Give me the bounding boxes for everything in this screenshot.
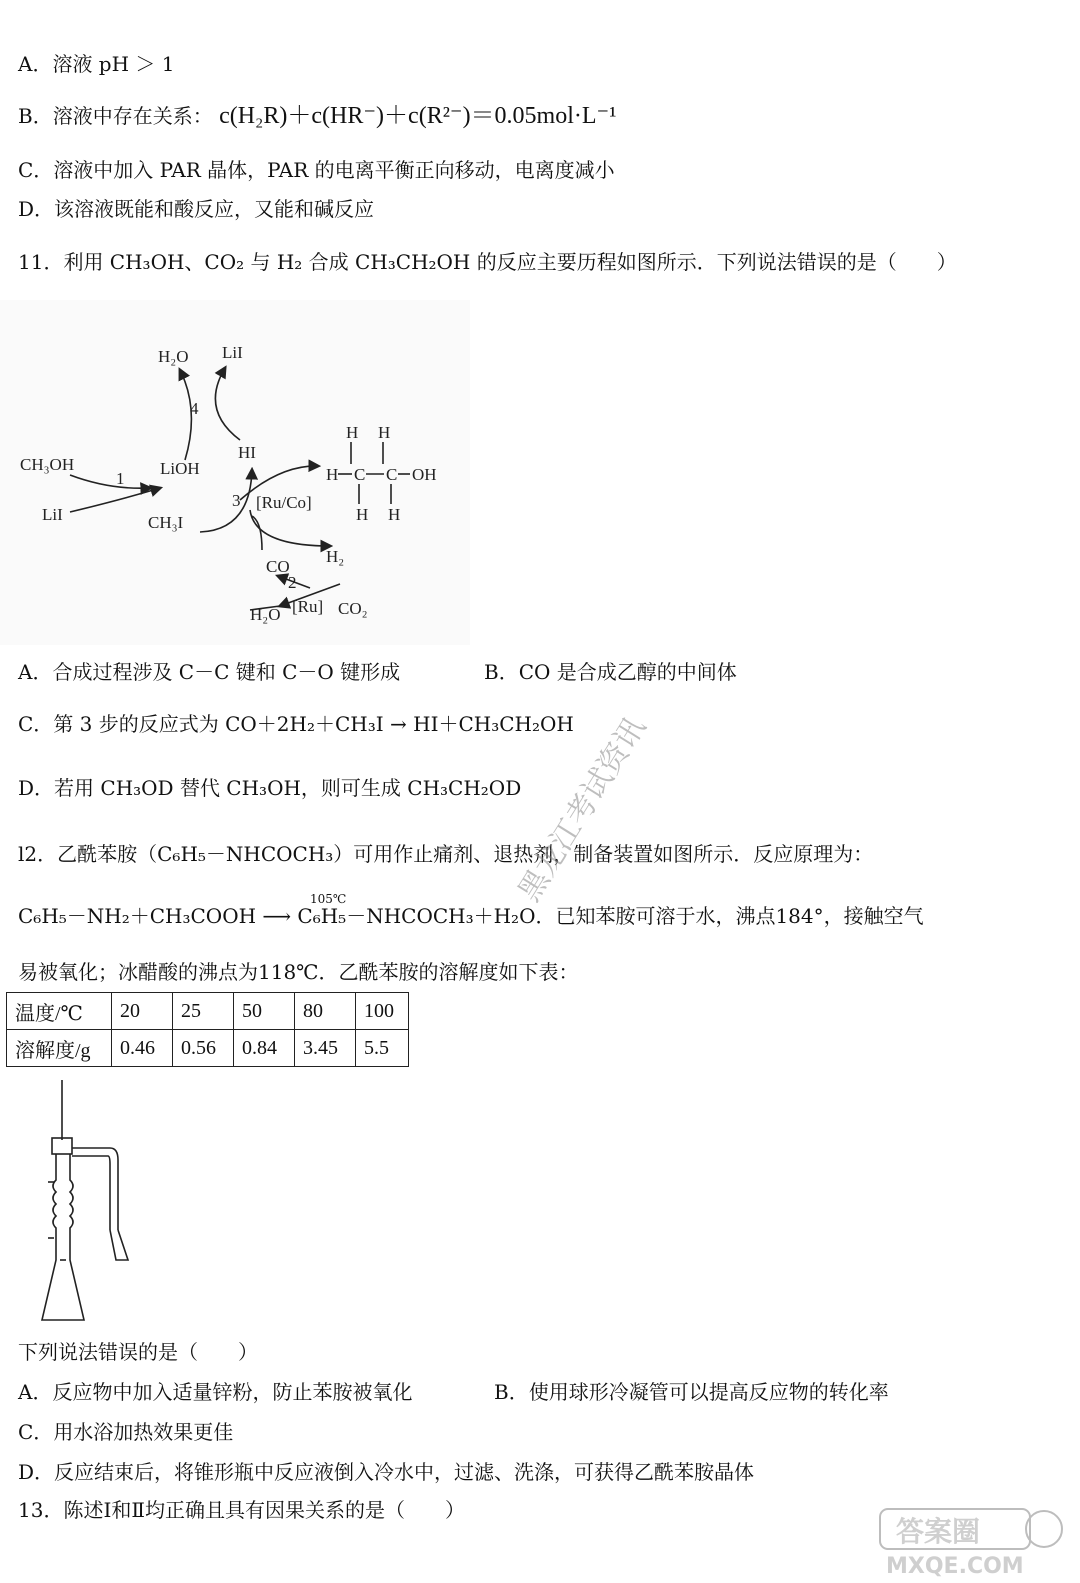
table-row [7,993,409,1030]
reaction-mechanism-diagram [0,300,470,645]
option-text: 第 3 步的反应式为 CO＋2H₂＋CH₃I → HI＋CH₃CH₂OH [53,712,574,736]
logo-en: MXQE.COM [886,1554,1024,1577]
table-cell: 100 [356,993,409,1030]
ch3i-label: CH₃I [148,513,184,532]
option-text: 反应物中加入适量锌粉，防止苯胺被氧化 [52,1380,413,1404]
apparatus-diagram [40,1080,140,1330]
table-cell: 3.45 [295,1030,356,1067]
table-row [7,1030,409,1067]
logo-cn: 答案圈 [896,1515,981,1548]
q11-option-d [18,776,521,800]
product-h-left: H [326,465,339,484]
product-h2: H [378,423,391,442]
table-cell: 20 [112,993,173,1030]
q12-option-a [18,1380,412,1404]
lii-left-label: LiI [42,505,63,524]
reaction-condition: 105℃ [310,892,347,906]
option-text: 用水浴加热效果更佳 [53,1420,234,1444]
co-label: CO [266,557,290,576]
option-letter: D． [18,1460,55,1484]
q10-option-c [18,158,615,182]
option-letter: D． [18,776,55,800]
q13-stem: 13．陈述Ⅰ和Ⅱ均正确且具有因果关系的是（ ） [18,1498,465,1522]
option-text: 使用球形冷凝管可以提高反应物的转化率 [528,1380,889,1404]
option-text: 溶液 pH ＞ 1 [52,52,175,76]
table-cell: 80 [295,993,356,1030]
lioh-label: LiOH [160,459,200,478]
reaction-equation: C₆H₅－NH₂＋CH₃COOH ⟶ C₆H₅－NHCOCH₃＋H₂O．已知苯胺可溶于水，沸点184°，接触空气 [18,904,924,928]
option-text: 若用 CH₃OD 替代 CH₃OH，则可生成 CH₃CH₂OD [54,776,522,800]
table-cell: 0.56 [173,1030,234,1067]
product-oh: OH [412,465,437,484]
q10-option-a [18,52,175,76]
table-cell: 50 [234,993,295,1030]
product-h1: H [346,423,359,442]
product-c1: C [354,465,366,484]
option-letter: A． [18,52,53,76]
step4-label: 4 [190,399,199,418]
q10-option-b [18,102,616,131]
step1-label: 1 [116,469,125,488]
q11-stem: 11．利用 CH₃OH、CO₂ 与 H₂ 合成 CH₃CH₂OH 的反应主要历程如图所示．下列说法错误的是（ ） [18,250,957,274]
option-letter: B． [494,1380,529,1404]
option-letter: A． [18,660,53,684]
h2o-top-label: H₂O [158,347,189,366]
q12-reaction [18,892,924,928]
option-text: 反应结束后，将锥形瓶中反应液倒入冷水中，过滤、洗涤，可获得乙酰苯胺晶体 [54,1460,755,1484]
catalyst-ru-co-label: [Ru/Co] [256,493,312,512]
catalyst-ru-label: [Ru] [292,597,324,616]
q11-option-a [18,660,400,684]
q10-option-d [18,197,374,221]
lii-top-label: LiI [222,343,243,362]
ch3oh-label: CH₃OH [20,455,75,474]
solubility-table [6,992,409,1067]
table-cell: 0.46 [112,1030,173,1067]
product-h3: H [356,505,369,524]
q12-option-b [494,1380,889,1404]
site-logo-watermark [876,1507,1066,1577]
q11-option-b [484,660,737,684]
hi-label: HI [238,443,256,462]
option-letter: C． [18,1420,54,1444]
option-letter: A． [18,1380,53,1404]
option-letter: C． [18,712,54,736]
table-header-label: 温度/℃ [7,993,112,1030]
product-h4: H [388,505,401,524]
diagonal-watermark: 黑龙江考试资讯 [511,711,653,908]
table-cell: 0.84 [234,1030,295,1067]
option-letter: B． [484,660,519,684]
product-c2: C [386,465,398,484]
option-text: 溶液中存在关系： [52,104,213,128]
option-text: 溶液中加入 PAR 晶体，PAR 的电离平衡正向移动，电离度减小 [53,158,615,182]
table-cell: 5.5 [356,1030,409,1067]
option-letter: C． [18,158,54,182]
q12-option-c [18,1420,233,1444]
q12-question: 下列说法错误的是（ ） [18,1340,258,1364]
option-letter: D． [18,197,55,221]
option-text: CO 是合成乙醇的中间体 [518,660,737,684]
step2-label: 2 [288,573,297,592]
table-row-label: 溶解度/g [7,1030,112,1067]
option-text: 合成过程涉及 C－C 键和 C－O 键形成 [52,660,401,684]
q11-option-c [18,712,574,736]
option-letter: B． [18,104,53,128]
option-text: 该溶液既能和酸反应，又能和碱反应 [54,197,375,221]
table-cell: 25 [173,993,234,1030]
h2-label: H₂ [326,547,345,566]
q12-stem: l2．乙酰苯胺（C₆H₅－NHCOCH₃）可用作止痛剂、退热剂，制备装置如图所示．反应原理为： [18,842,874,866]
option-formula: c(H₂R)＋c(HR⁻)＋c(R²⁻)＝0.05mol·L⁻¹ [219,103,617,129]
q12-reaction-cont: 易被氧化；冰醋酸的沸点为118℃．乙酰苯胺的溶解度如下表： [18,960,579,984]
h2o-bottom-label: H₂O [250,605,281,624]
q12-option-d [18,1460,754,1484]
step3-label: 3 [232,491,241,510]
co2-label: CO₂ [338,599,368,618]
